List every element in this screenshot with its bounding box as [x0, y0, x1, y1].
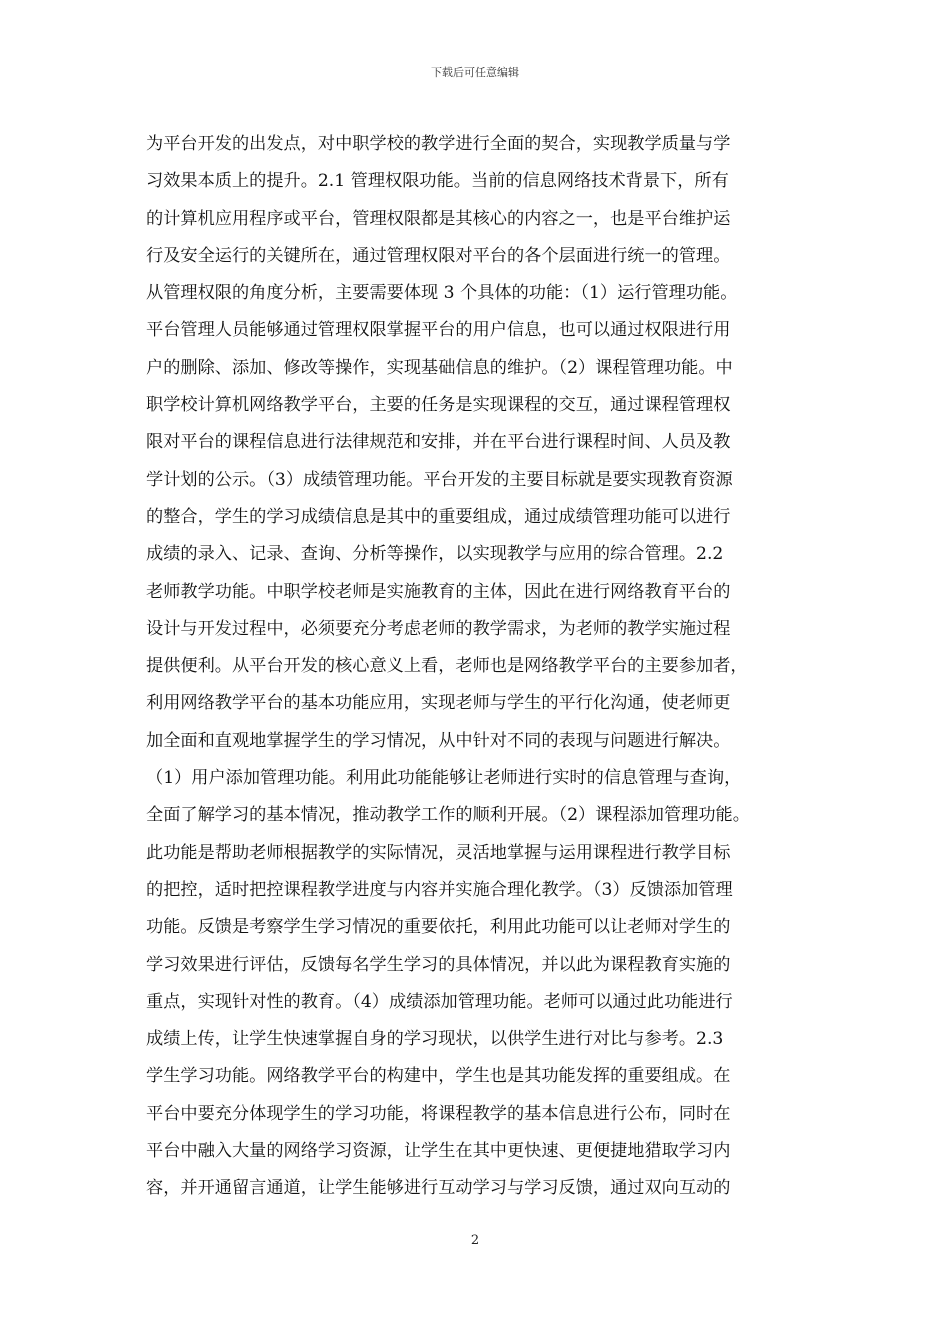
- text-line: 为平台开发的出发点，对中职学校的教学进行全面的契合，实现教学质量与学: [146, 134, 731, 154]
- text-line: （1）用户添加管理功能。利用此功能能够让老师进行实时的信息管理与查询，: [146, 768, 742, 789]
- text-line: 平台管理人员能够通过管理权限掌握平台的用户信息，也可以通过权限进行用: [146, 320, 731, 341]
- text-line: 利用网络教学平台的基本功能应用，实现老师与学生的平行化沟通，使老师更: [146, 693, 731, 714]
- text-line: 学计划的公示。（3）成绩管理功能。平台开发的主要目标就是要实现教育资源: [146, 469, 733, 490]
- body-text: [146, 126, 806, 1208]
- text-line: 容，并开通留言通道，让学生能够进行互动学习与学习反馈，通过双向互动的: [146, 1178, 731, 1199]
- text-line: 加全面和直观地掌握学生的学习情况，从中针对不同的表现与问题进行解决。: [146, 730, 731, 751]
- text-line: 老师教学功能。中职学校老师是实施教育的主体，因此在进行网络教育平台的: [146, 581, 731, 602]
- text-line: 成绩的录入、记录、查询、分析等操作，以实现教学与应用的综合管理。2.2: [146, 544, 724, 565]
- text-line: 习效果本质上的提升。2.1 管理权限功能。当前的信息网络技术背景下，所有: [146, 171, 729, 192]
- text-line: 平台中要充分体现学生的学习功能，将课程教学的基本信息进行公布，同时在: [146, 1103, 731, 1124]
- text-line: 限对平台的课程信息进行法律规范和安排，并在平台进行课程时间、人员及教: [146, 432, 731, 453]
- text-line: 学生学习功能。网络教学平台的构建中，学生也是其功能发挥的重要组成。在: [146, 1066, 731, 1087]
- text-line: 设计与开发过程中，必须要充分考虑老师的教学需求，为老师的教学实施过程: [146, 618, 731, 639]
- text-line: 重点，实现针对性的教育。（4）成绩添加管理功能。老师可以通过此功能进行: [146, 991, 733, 1012]
- text-line: 从管理权限的角度分析，主要需要体现 3 个具体的功能：（1）运行管理功能。: [146, 283, 738, 304]
- text-line: 行及安全运行的关键所在，通过管理权限对平台的各个层面进行统一的管理。: [146, 245, 731, 266]
- text-line: 功能。反馈是考察学生学习情况的重要依托，利用此功能可以让老师对学生的: [146, 917, 731, 938]
- text-line: 户的删除、添加、修改等操作，实现基础信息的维护。（2）课程管理功能。中: [146, 357, 733, 378]
- text-line: 全面了解学习的基本情况，推动教学工作的顺利开展。（2）课程添加管理功能。: [146, 805, 750, 826]
- page-number: 2: [470, 1233, 480, 1248]
- text-line: 的计算机应用程序或平台，管理权限都是其核心的内容之一，也是平台维护运: [146, 208, 731, 229]
- text-line: 平台中融入大量的网络学习资源，让学生在其中更快速、更便捷地猎取学习内: [146, 1141, 731, 1162]
- page-header: 下载后可任意编辑: [431, 66, 519, 79]
- text-line: 的把控，适时把控课程教学进度与内容并实施合理化教学。（3）反馈添加管理: [146, 879, 733, 900]
- text-line: 此功能是帮助老师根据教学的实际情况，灵活地掌握与运用课程进行教学目标: [146, 842, 731, 863]
- text-line: 提供便利。从平台开发的核心意义上看，老师也是网络教学平台的主要参加者，: [146, 656, 748, 677]
- text-line: 职学校计算机网络教学平台，主要的任务是实现课程的交互，通过课程管理权: [146, 395, 731, 416]
- text-line: 学习效果进行评估，反馈每名学生学习的具体情况，并以此为课程教育实施的: [146, 954, 731, 975]
- text-line: 成绩上传，让学生快速掌握自身的学习现状，以供学生进行对比与参考。2.3: [146, 1029, 724, 1050]
- text-line: 的整合，学生的学习成绩信息是其中的重要组成，通过成绩管理功能可以进行: [146, 506, 731, 527]
